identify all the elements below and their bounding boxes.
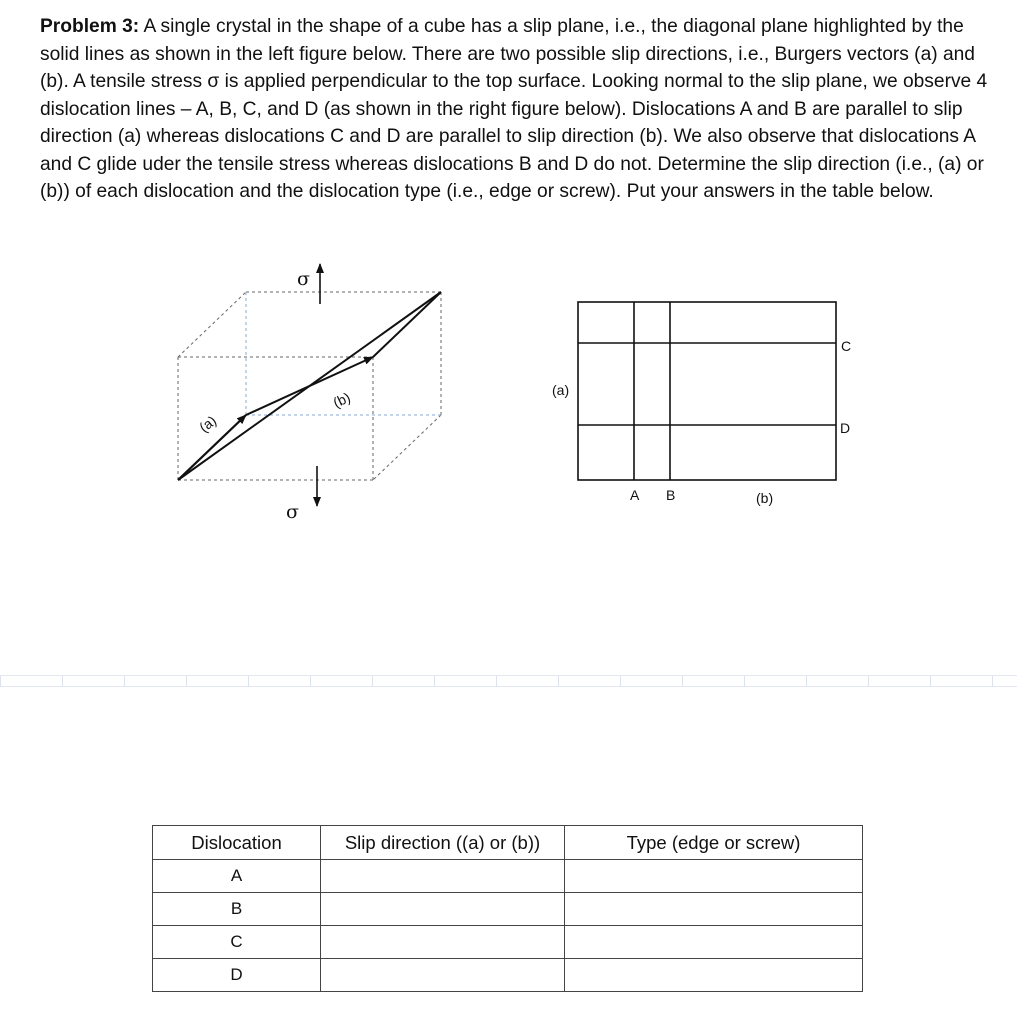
line-C-label: C bbox=[841, 338, 852, 354]
slip-plane-view bbox=[552, 302, 851, 506]
table-row bbox=[153, 959, 863, 992]
type-cell[interactable] bbox=[565, 893, 863, 926]
line-D-label: D bbox=[840, 420, 851, 436]
line-B-label: B bbox=[666, 487, 676, 503]
type-cell[interactable] bbox=[565, 860, 863, 893]
slip-direction-cell[interactable] bbox=[321, 893, 565, 926]
type-cell[interactable] bbox=[565, 926, 863, 959]
header-type: Type (edge or screw) bbox=[565, 826, 863, 860]
line-A-label: A bbox=[630, 487, 640, 503]
dislocation-cell: A bbox=[153, 860, 321, 893]
dislocation-cell: C bbox=[153, 926, 321, 959]
dislocation-cell: B bbox=[153, 893, 321, 926]
slip-plane-boundary bbox=[578, 302, 836, 480]
direction-a-label: (a) bbox=[552, 382, 570, 398]
sigma-top-label: σ bbox=[297, 268, 310, 290]
header-dislocation: Dislocation bbox=[153, 826, 321, 860]
slip-direction-cell[interactable] bbox=[321, 860, 565, 893]
answer-table bbox=[152, 825, 863, 992]
answer-table-header bbox=[153, 826, 863, 860]
burgers-vector-a-label: (a) bbox=[195, 412, 220, 436]
page-break-divider bbox=[0, 675, 1017, 687]
table-row bbox=[153, 893, 863, 926]
slip-direction-cell[interactable] bbox=[321, 926, 565, 959]
direction-b-label: (b) bbox=[756, 490, 774, 506]
dislocation-cell: D bbox=[153, 959, 321, 992]
table-row bbox=[153, 860, 863, 893]
burgers-vector-b-label: (b) bbox=[330, 388, 353, 411]
header-slip-direction: Slip direction ((a) or (b)) bbox=[321, 826, 565, 860]
slip-direction-cell[interactable] bbox=[321, 959, 565, 992]
sigma-bottom-label: σ bbox=[286, 501, 299, 523]
type-cell[interactable] bbox=[565, 959, 863, 992]
burgers-vector-b-arrow bbox=[246, 357, 373, 415]
cube-figure bbox=[178, 264, 441, 523]
problem-text: A single crystal in the shape of a cube has a slip plane, i.e., the diagonal plane highlighted by the solid lines as shown in the left figure below. There are two possible slip directions, i.e., Burgers vectors (a) and (b). A tensile stress σ is applied perpendicular to the top surface. Looking normal to the slip plane, we observe 4 dislocation lines – A, B, C, and D (as shown in the right figure below). Dislocations A and B are parallel to slip direction (a) whereas dislocations C and D are parallel to slip direction (b). We also observe that dislocations A and C glide uder the tensile stress whereas dislocations B and D do not. Determine the slip direction (i.e., (a) or (b)) of each dislocation and the dislocation type (i.e., edge or screw). Put your answers in the table below. bbox=[40, 16, 988, 202]
problem-label: Problem 3: bbox=[40, 16, 140, 37]
table-row bbox=[153, 926, 863, 959]
